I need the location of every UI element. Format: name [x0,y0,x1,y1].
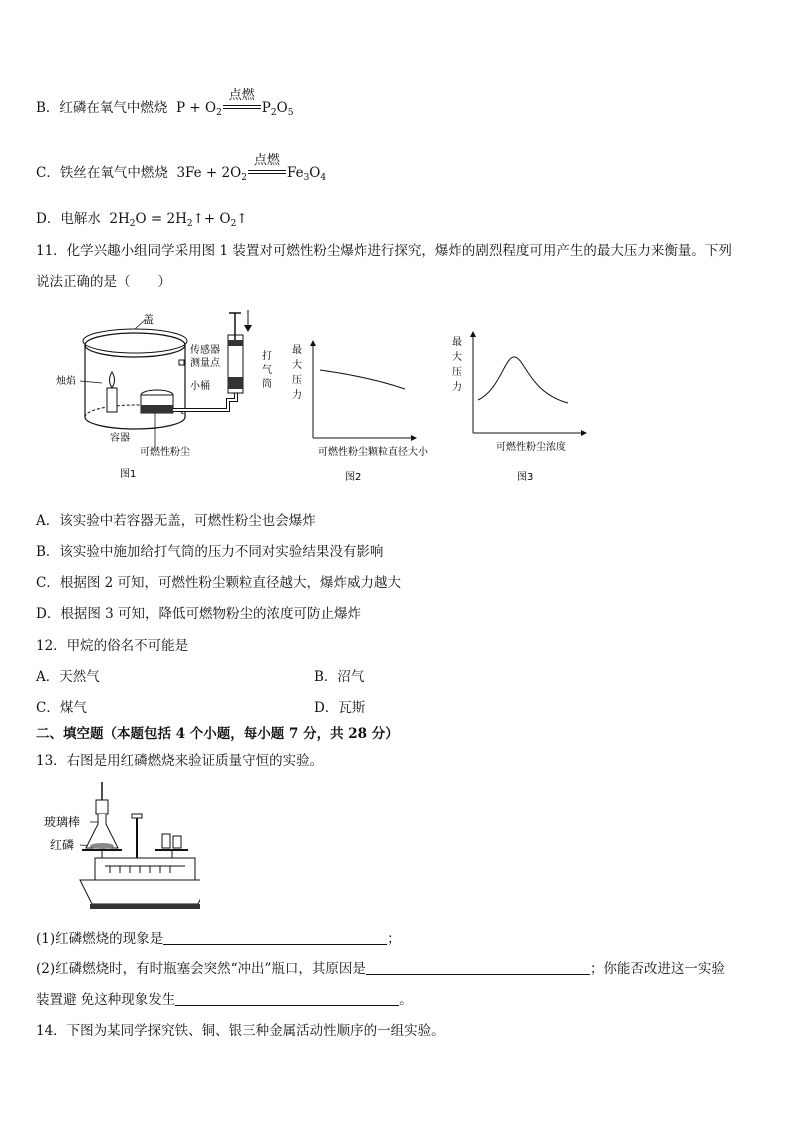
section-title: 二、填空题（本题包括 4 个小题，每小题 7 分，共 28 分） [36,726,399,742]
q11-figures [40,305,600,490]
svg-text:最: 最 [452,337,462,348]
q10-option-b: B．红磷在氧气中燃烧 $P + O_2$ 点燃 $P_2O_5$ [36,88,294,118]
label-glass-rod: 玻璃棒 [44,815,81,829]
reaction-condition: 点燃 [248,165,286,181]
fig3-curve [478,357,568,403]
svg-text:力: 力 [452,382,462,393]
answer-blank-2[interactable] [366,974,590,975]
q10-option-c: C．铁丝在氧气中燃烧 $3Fe + 2O_2$ 点燃 $Fe_3O_4$ [36,153,327,183]
svg-text:压: 压 [452,367,462,378]
q12-stem: 12．甲烷的俗名不可能是 [36,638,189,654]
fig3-chart [452,331,587,483]
fig1-label-dust: 可燃性粉尘 [140,447,190,458]
q11-option-d: D．根据图 3 可知，降低可燃物粉尘的浓度可防止爆炸 [36,606,361,622]
svg-text:大: 大 [292,360,302,371]
q10-option-d: D．电解水 $2H_2O$ = $2H_2↑+$ $O_2↑$ [36,211,248,229]
eq-rhs: $P_2O_5$ [261,100,294,118]
fig1-apparatus [56,310,272,480]
fig1-label-flame: 烛焰 [56,376,76,387]
fig1-label-container: 容器 [110,433,130,444]
label-red-phosphorus: 红磷 [50,838,75,852]
q13-stem: 13．右图是用红磷燃烧来验证质量守恒的实验。 [36,753,324,769]
svg-text:最: 最 [292,345,302,356]
q13-part2: (2)红磷燃烧时，有时瓶塞会突然“冲出”瓶口，其原因是 ；你能否改进这一实验 [36,961,725,977]
q12-option-d: D．瓦斯 [314,700,366,716]
svg-text:大: 大 [452,352,462,363]
fig1-label-bucket: 小桶 [190,381,210,392]
q13-part2-line2: 装置避 免这种现象发生 。 [36,992,413,1008]
fig1-label-lid: 盖 [143,313,154,326]
q13-part1: (1)红磷燃烧的现象是 ； [36,931,401,947]
fig3-caption: 图3 [517,472,534,483]
fig1-label-pump: 打 [262,351,272,362]
fig3-xlabel: 可燃性粉尘浓度 [496,442,566,453]
reaction-condition: 点燃 [223,100,261,116]
answer-blank-1[interactable] [163,944,387,945]
answer-blank-3[interactable] [175,1005,399,1006]
svg-text:力: 力 [292,390,302,401]
q11-stem-line2: 说法正确的是（ ） [36,274,171,290]
svg-text:测量点: 测量点 [190,358,220,369]
q12-option-a: A．天然气 [36,669,100,685]
q11-option-c: C．根据图 2 可知，可燃性粉尘颗粒直径越大，爆炸威力越大 [36,575,402,591]
fig1-caption: 图1 [120,469,137,480]
fig2-chart [292,340,429,483]
q14-stem: 14．下图为某同学探究铁、铜、银三种金属活动性顺序的一组实验。 [36,1023,445,1039]
eq-rhs: $Fe_3O_4$ [286,165,327,183]
svg-text:压: 压 [292,375,302,386]
fig2-caption: 图2 [345,472,362,483]
svg-text:气: 气 [262,365,272,376]
fig2-curve [320,370,405,389]
eq-electrolysis: $2H_2O$ = $2H_2↑+$ $O_2↑$ [109,211,248,229]
fig1-label-sensor: 传感器 [190,345,220,356]
svg-text:筒: 筒 [262,379,272,390]
q13-balance-figure [40,778,200,913]
q12-option-c: C．煤气 [36,700,87,716]
q11-stem-line1: 11．化学兴趣小组同学采用图 1 装置对可燃性粉尘爆炸进行探究，爆炸的剧烈程度可用产生的最大压力来衡量。下列 [36,243,732,259]
eq-lhs: $3Fe + 2O_2$ [176,165,247,183]
q12-option-b: B．沼气 [314,669,365,685]
fig2-xlabel: 可燃性粉尘颗粒直径大小 [318,447,428,458]
q11-option-a: A．该实验中若容器无盖，可燃性粉尘也会爆炸 [36,513,316,529]
eq-lhs: $P + O_2$ [176,100,222,118]
q11-option-b: B．该实验中施加给打气筒的压力不同对实验结果没有影响 [36,544,384,560]
